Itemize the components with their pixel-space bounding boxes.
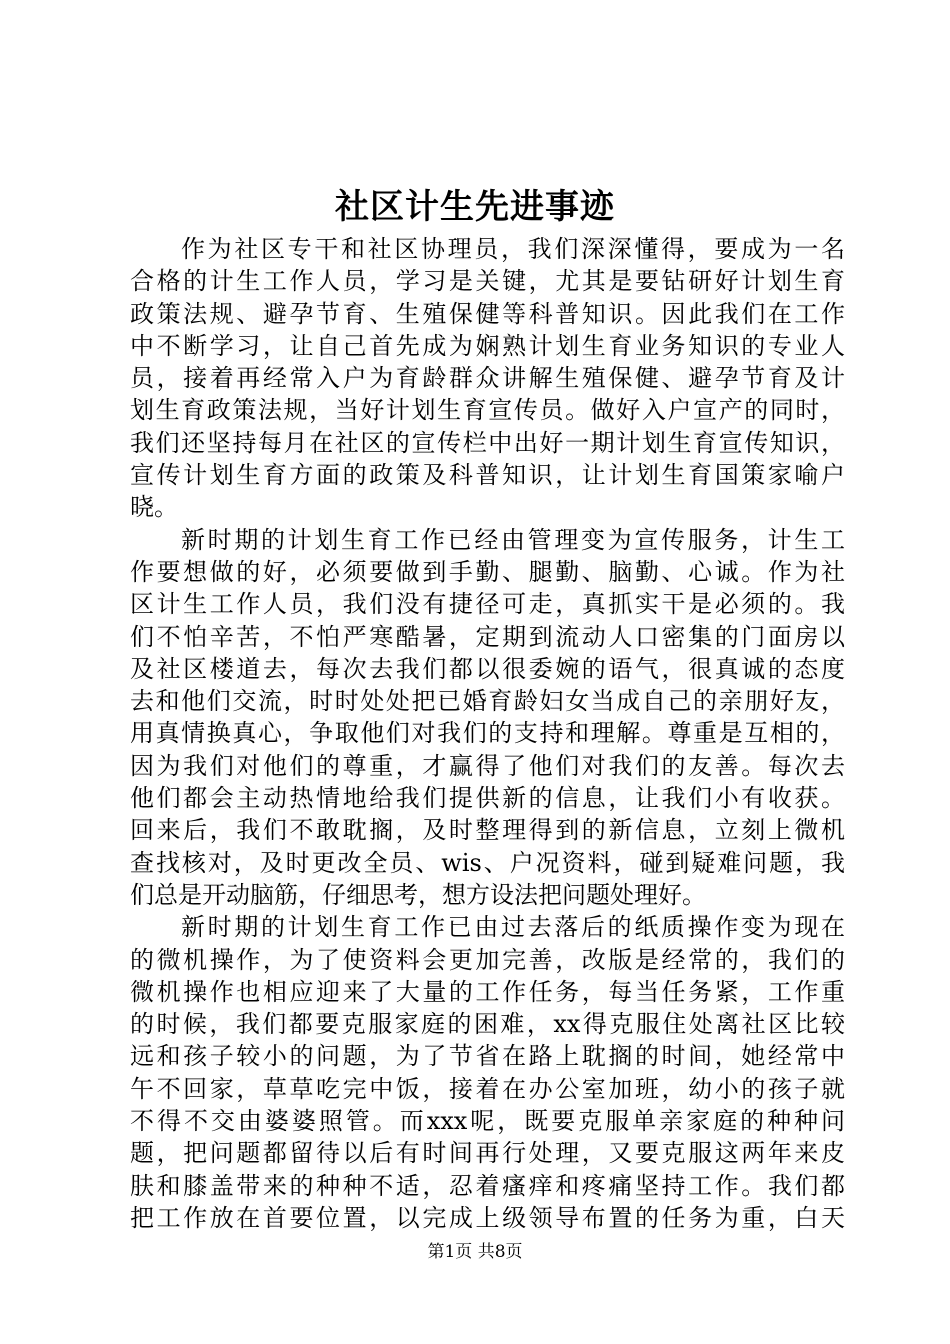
page-footer: 第1页 共8页 [427, 1242, 523, 1262]
document-body [130, 233, 845, 1234]
paragraph-line: 晓。 [130, 493, 178, 522]
paragraph-line: 区计生工作人员，我们没有捷径可走，真抓实干是必须的。我 [130, 590, 845, 619]
paragraph-line: 因为我们对他们的尊重，才赢得了他们对我们的友善。每次去 [130, 751, 845, 780]
paragraph-line: 员，接着再经常入户为育龄群众讲解生殖保健、避孕节育及计 [130, 364, 845, 393]
paragraph-line: 午不回家，草草吃完中饭，接着在办公室加班，幼小的孩子就 [130, 1074, 845, 1103]
paragraph-line: 不得不交由婆婆照管。而xxx呢，既要克服单亲家庭的种种问 [130, 1107, 845, 1136]
paragraph [130, 911, 845, 1234]
paragraph-line: 政策法规、避孕节育、生殖保健等科普知识。因此我们在工作 [130, 299, 845, 328]
paragraph-line: 题，把问题都留待以后有时间再行处理，又要克服这两年来皮 [130, 1139, 845, 1168]
paragraph-line: 合格的计生工作人员，学习是关键，尤其是要钻研好计划生育 [130, 267, 845, 296]
paragraph-line: 我们还坚持每月在社区的宣传栏中出好一期计划生育宣传知识， [130, 428, 845, 457]
paragraph-line: 作要想做的好，必须要做到手勤、腿勤、脑勤、心诚。作为社 [130, 557, 845, 586]
paragraph-line: 回来后，我们不敢耽搁，及时整理得到的新信息，立刻上微机 [130, 816, 845, 845]
paragraph-line: 的时候，我们都要克服家庭的困难，xx得克服住处离社区比较 [130, 1010, 845, 1039]
paragraph-line: 新时期的计划生育工作已经由管理变为宣传服务，计生工 [181, 525, 845, 554]
paragraph-line: 划生育政策法规，当好计划生育宣传员。做好入户宣产的同时， [130, 396, 845, 425]
paragraph-line: 微机操作也相应迎来了大量的工作任务，每当任务紧，工作重 [130, 977, 845, 1006]
paragraph-line: 及社区楼道去，每次去我们都以很委婉的语气，很真诚的态度 [130, 654, 845, 683]
paragraph [130, 233, 845, 524]
paragraph-line: 们总是开动脑筋，仔细思考，想方设法把问题处理好。 [130, 880, 706, 909]
paragraph-line: 新时期的计划生育工作已由过去落后的纸质操作变为现在 [181, 913, 845, 942]
paragraph [130, 524, 845, 912]
paragraph-line: 肤和膝盖带来的种种不适，忍着瘙痒和疼痛坚持工作。我们都 [130, 1171, 845, 1200]
paragraph-line: 远和孩子较小的问题，为了节省在路上耽搁的时间，她经常中 [130, 1042, 845, 1071]
paragraph-line: 去和他们交流，时时处处把已婚育龄妇女当成自己的亲朋好友， [130, 687, 845, 716]
paragraph-line: 把工作放在首要位置，以完成上级领导布置的任务为重，白天 [130, 1203, 845, 1232]
paragraph-line: 用真情换真心，争取他们对我们的支持和理解。尊重是互相的， [130, 719, 845, 748]
paragraph-line: 中不断学习，让自己首先成为娴熟计划生育业务知识的专业人 [130, 331, 845, 360]
paragraph-line: 宣传计划生育方面的政策及科普知识，让计划生育国策家喻户 [130, 461, 845, 490]
paragraph-line: 作为社区专干和社区协理员，我们深深懂得，要成为一名 [181, 235, 845, 263]
paragraph-line: 他们都会主动热情地给我们提供新的信息，让我们小有收获。 [130, 784, 845, 813]
paragraph-line: 的微机操作，为了使资料会更加完善，改版是经常的，我们的 [130, 945, 845, 974]
paragraph-line: 查找核对，及时更改全员、wis、户况资料，碰到疑难问题，我 [130, 848, 845, 877]
document-title: 社区计生先进事迹 [335, 187, 615, 227]
paragraph-line: 们不怕辛苦，不怕严寒酷暑，定期到流动人口密集的门面房以 [130, 622, 845, 651]
